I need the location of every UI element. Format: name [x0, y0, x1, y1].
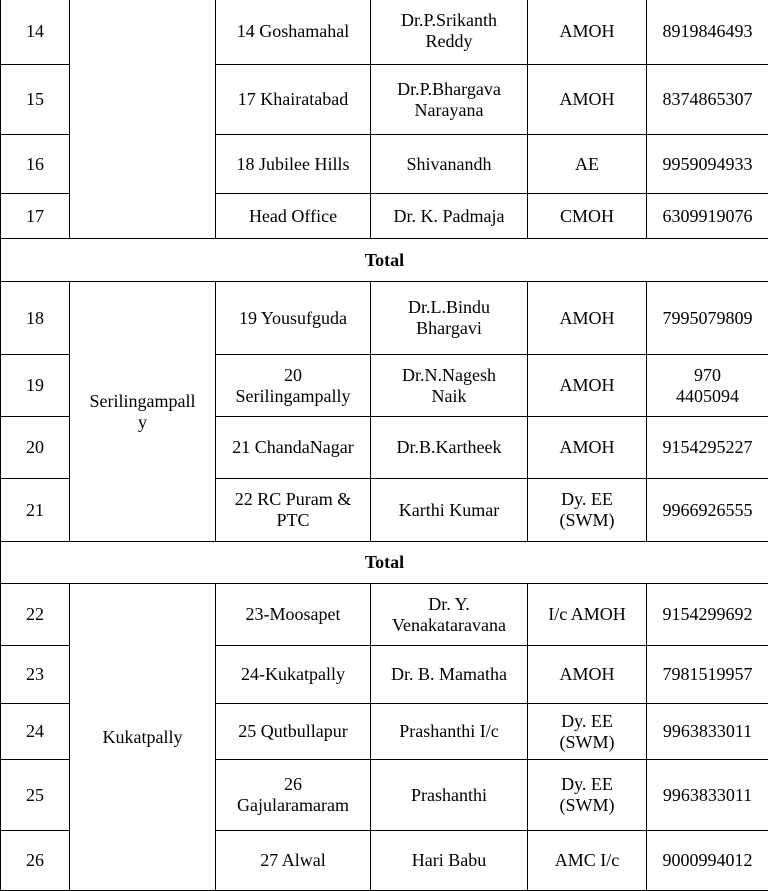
officer-cell: Dr.P.Srikanth Reddy: [371, 0, 528, 65]
designation-cell: AMOH: [528, 65, 647, 135]
zone-cell-kukatpally: Kukatpally: [70, 584, 216, 891]
circle-cell: 21 ChandaNagar: [216, 417, 371, 479]
serial-number-cell: 18: [1, 282, 70, 355]
serial-number-cell: 16: [1, 135, 70, 194]
serial-number-cell: 22: [1, 584, 70, 646]
circle-cell: 18 Jubilee Hills: [216, 135, 371, 194]
total-label: Total: [1, 239, 768, 282]
phone-cell: 8919846493: [647, 0, 768, 65]
designation-cell: I/c AMOH: [528, 584, 647, 646]
phone-cell: 9963833011: [647, 760, 768, 831]
serial-number-cell: 14: [1, 0, 70, 65]
designation-cell: AE: [528, 135, 647, 194]
serial-number-cell: 20: [1, 417, 70, 479]
phone-cell: 9000994012: [647, 831, 768, 891]
total-row: [1, 542, 768, 584]
phone-cell: 7981519957: [647, 646, 768, 704]
serial-number-cell: 23: [1, 646, 70, 704]
serial-number-cell: 17: [1, 194, 70, 239]
circle-cell: 14 Goshamahal: [216, 0, 371, 65]
circle-cell: 20 Serilingampally: [216, 355, 371, 417]
serial-number-cell: 21: [1, 479, 70, 542]
phone-cell: 970 4405094: [647, 355, 768, 417]
designation-cell: Dy. EE (SWM): [528, 760, 647, 831]
circle-cell: 26 Gajularamaram: [216, 760, 371, 831]
officer-cell: Karthi Kumar: [371, 479, 528, 542]
designation-cell: AMC I/c: [528, 831, 647, 891]
officer-cell: Dr. K. Padmaja: [371, 194, 528, 239]
total-row: [1, 239, 768, 282]
designation-cell: Dy. EE (SWM): [528, 704, 647, 760]
officer-cell: Hari Babu: [371, 831, 528, 891]
officer-cell: Prashanthi I/c: [371, 704, 528, 760]
serial-number-cell: 26: [1, 831, 70, 891]
officer-cell: Shivanandh: [371, 135, 528, 194]
total-label: Total: [1, 542, 768, 584]
designation-cell: CMOH: [528, 194, 647, 239]
zone-cell-serilingampally: Serilingampall y: [70, 282, 216, 542]
phone-cell: 9154295227: [647, 417, 768, 479]
officer-cell: Dr.B.Kartheek: [371, 417, 528, 479]
designation-cell: AMOH: [528, 355, 647, 417]
serial-number-cell: 24: [1, 704, 70, 760]
circle-cell: Head Office: [216, 194, 371, 239]
designation-cell: AMOH: [528, 646, 647, 704]
designation-cell: AMOH: [528, 282, 647, 355]
phone-cell: 9154299692: [647, 584, 768, 646]
circle-cell: 17 Khairatabad: [216, 65, 371, 135]
circle-cell: 19 Yousufguda: [216, 282, 371, 355]
phone-cell: 7995079809: [647, 282, 768, 355]
officer-cell: Dr. Y. Venakataravana: [371, 584, 528, 646]
serial-number-cell: 25: [1, 760, 70, 831]
table-row: [1, 0, 768, 65]
officer-cell: Prashanthi: [371, 760, 528, 831]
designation-cell: Dy. EE (SWM): [528, 479, 647, 542]
officer-cell: Dr.P.Bhargava Narayana: [371, 65, 528, 135]
table-row: [1, 584, 768, 646]
phone-cell: 9959094933: [647, 135, 768, 194]
circle-cell: 25 Qutbullapur: [216, 704, 371, 760]
designation-cell: AMOH: [528, 417, 647, 479]
table-row: [1, 282, 768, 355]
phone-cell: 9963833011: [647, 704, 768, 760]
phone-cell: 9966926555: [647, 479, 768, 542]
circle-cell: 22 RC Puram & PTC: [216, 479, 371, 542]
circle-cell: 27 Alwal: [216, 831, 371, 891]
officer-cell: Dr.L.Bindu Bhargavi: [371, 282, 528, 355]
serial-number-cell: 15: [1, 65, 70, 135]
officer-cell: Dr.N.Nagesh Naik: [371, 355, 528, 417]
serial-number-cell: 19: [1, 355, 70, 417]
zone-cell: [70, 0, 216, 239]
officer-cell: Dr. B. Mamatha: [371, 646, 528, 704]
phone-cell: 6309919076: [647, 194, 768, 239]
phone-cell: 8374865307: [647, 65, 768, 135]
circle-cell: 23-Moosapet: [216, 584, 371, 646]
circle-cell: 24-Kukatpally: [216, 646, 371, 704]
designation-cell: AMOH: [528, 0, 647, 65]
